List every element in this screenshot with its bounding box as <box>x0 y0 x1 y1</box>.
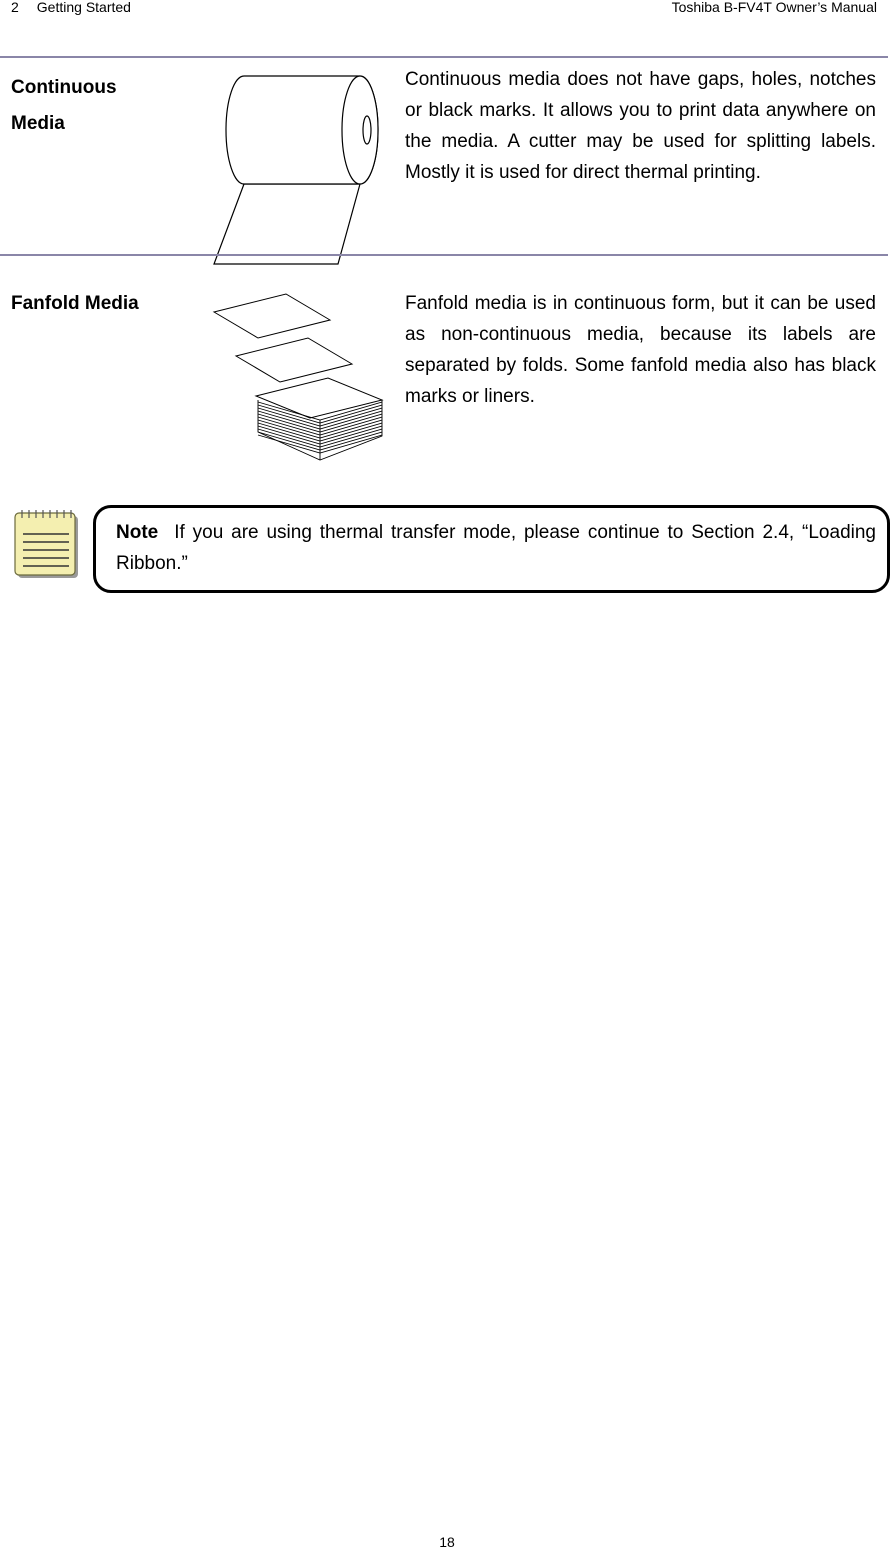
paper-sheet <box>214 184 360 264</box>
chapter-number: 2 <box>11 0 19 15</box>
page-header <box>11 0 877 28</box>
note-box <box>93 505 890 593</box>
note-text-block <box>116 517 876 579</box>
note-body: If you are using thermal transfer mode, please continue to Section 2.4, “Loading Ribbon.” <box>116 522 876 574</box>
media-description: Fanfold media is in continuous form, but it can be used as non-continuous media, because its labels are separated by folds. Some fanfold media also has black marks or liners. <box>405 293 876 407</box>
chapter-title: Getting Started <box>36 0 131 15</box>
manual-title: Toshiba B-FV4T Owner’s Manual <box>671 0 877 15</box>
notepad-icon <box>14 510 80 580</box>
roll-end <box>342 76 378 184</box>
media-description: Continuous media does not have gaps, holes, notches or black marks. It allows you to print data anywhere on the media. A cutter may be used for splitting labels. Mostly it is used for direct thermal printing. <box>405 69 876 183</box>
page-number: 18 <box>439 1534 455 1550</box>
media-row-fanfold <box>0 256 888 476</box>
header-chapter <box>11 0 131 14</box>
media-roll-illustration <box>210 72 382 268</box>
fanfold-stack-illustration <box>212 292 384 464</box>
media-row-continuous <box>0 58 888 254</box>
media-term: Fanfold Media <box>11 293 139 314</box>
roll-core <box>363 116 371 144</box>
note-label: Note <box>116 522 159 543</box>
media-term: Continuous Media <box>11 77 117 134</box>
